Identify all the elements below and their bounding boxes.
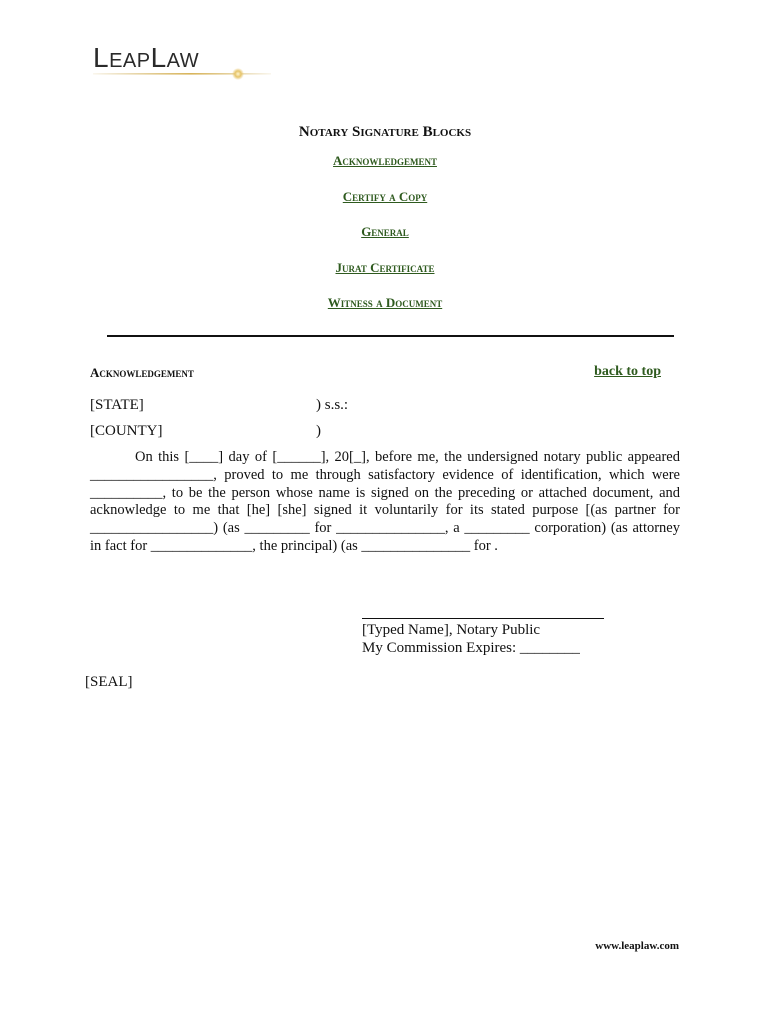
page-title: Notary Signature Blocks [298,124,472,140]
venue-paren: ) [316,423,321,439]
toc-link-jurat-certificate[interactable]: Jurat Certificate [335,259,435,275]
logo-wordmark: LeapLaw [93,42,200,73]
venue-county: [COUNTY] [90,423,163,439]
section-heading: Acknowledgement [90,365,194,380]
commission-expires: My Commission Expires: ________ [362,640,580,656]
footer-url: www.leaplaw.com [595,940,679,952]
toc-link-general[interactable]: General [361,224,409,239]
typed-name: [Typed Name], Notary Public [362,622,541,638]
seal-placeholder: [SEAL] [85,674,133,690]
venue-ss: ) s.s.: [316,397,349,413]
acknowledgement-paragraph: On this [____] day of [______], 20[_], before me, the undersigned notary public appeared _________________, proved to me through satisfactory evidence of identification, which were __________, to be the person whose name is signed on the preceding or attached document, and acknowledge to me that [he] [she] signed it voluntarily for its stated purpose [(as partner for _________________) (as _________ for _______________, a _________ corporation) (as attorney in fact for ______________, the principal) (as _______________ for . [90,449,680,554]
horizontal-divider [107,335,674,337]
back-to-top-link[interactable]: back to top [594,364,661,379]
toc-link-witness-a-document[interactable]: Witness a Document [327,295,443,310]
leaplaw-logo [93,42,283,86]
toc-link-certify-a-copy[interactable]: Certify a Copy [342,188,428,204]
logo-swoosh-icon [93,68,273,80]
table-of-contents [0,153,770,331]
venue-state: [STATE] [90,397,144,413]
toc-link-acknowledgement[interactable]: Acknowledgement [333,153,437,168]
signature-line [362,618,604,619]
venue-county-row [90,423,321,440]
venue-state-row [90,397,349,414]
